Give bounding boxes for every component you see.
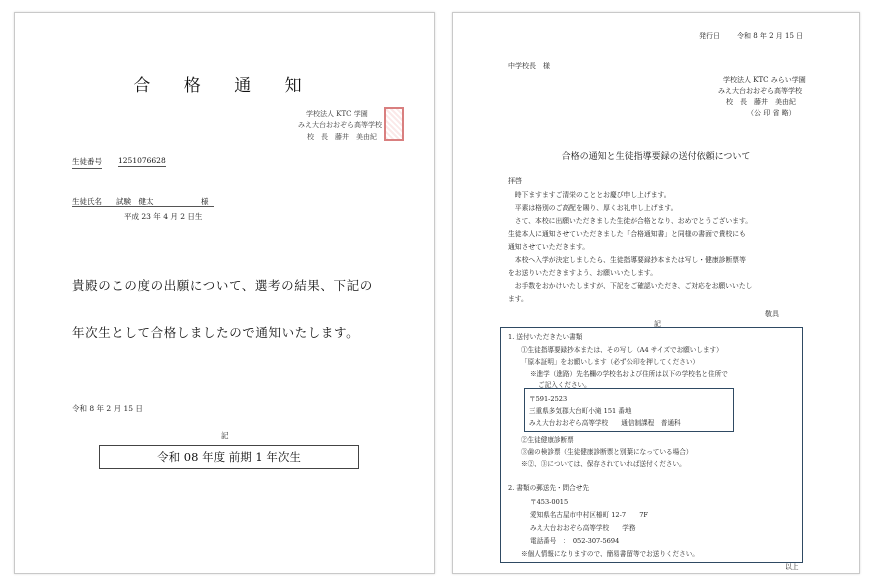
student-name-value: 試験 健太	[116, 197, 154, 206]
student-id-label: 生徒番号	[72, 156, 102, 169]
request-letter-page	[452, 12, 860, 574]
name-underline	[72, 206, 214, 207]
ki-label: 記	[221, 431, 229, 440]
school-seal-stamp	[384, 107, 404, 141]
section-2-line: 〒453-0015	[530, 498, 569, 506]
issue-date: 令和 8 年 2 月 15 日	[737, 32, 804, 40]
birth-date: 平成 23 年 4 月 2 日生	[124, 212, 203, 221]
notice-body-line-1: 貴殿のこの度の出願について、選考の結果、下記の	[72, 278, 373, 293]
section-1-line: ご記入ください。	[538, 381, 591, 389]
notice-date: 令和 8 年 2 月 15 日	[72, 404, 143, 413]
addressee: 中学校長 様	[508, 62, 550, 70]
letter-body-line: 本校へ入学が決定しましたら、生徒指導要録抄本または写し・健康診断票等	[508, 256, 746, 264]
letter-body-line: お手数をおかけいたしますが、下記をご確認いただき、ご対応をお願いいたし	[508, 282, 753, 290]
letter-body-line: ます。	[508, 295, 528, 303]
school-course: みえ大台おおぞら高等学校 通信制課程 普通科	[529, 419, 681, 427]
issue-date-label: 発行日	[699, 32, 720, 40]
section-1-line: ②生徒健康診断票	[521, 436, 574, 444]
ki-label: 記	[654, 320, 661, 328]
notice-title: 合 格 通 知	[133, 76, 316, 96]
letter-body-line: さて、本校に出願いただきました生徒が合格となり、おめでとうございます。	[508, 217, 753, 225]
student-id-value: 1251076628	[118, 156, 166, 165]
section-1-line: ※進学（進路）先名欄の学校名および住所は以下の学校名と住所で	[530, 370, 728, 378]
issuer-corporation: 学校法人 KTC 学園	[306, 110, 368, 118]
issuer-principal: 校 長 藤井 美由紀	[307, 133, 377, 141]
section-2-line: みえ大台おおぞら高等学校 学務	[530, 524, 636, 532]
postal-code: 〒591-2523	[529, 395, 568, 403]
issuer-corporation: 学校法人 KTC みらい学園	[723, 76, 806, 84]
letter-body-line: をお送りいただきますよう、お願いいたします。	[508, 269, 657, 277]
letter-body-line: 平素は格別のご高配を賜り、厚くお礼申し上げます。	[508, 204, 678, 212]
section-1-line: 「原本証明」をお願いします（必ず公印を押してください）	[521, 358, 700, 366]
letter-body-line: 生徒本人に通知させていただきました「合格通知書」と同様の書面で貴校にも	[508, 230, 746, 238]
issuer-school: みえ大台おおぞら高等学校	[718, 87, 802, 95]
section-2-line: 愛知県名古屋市中村区椿町 12-7 7F	[530, 511, 648, 519]
seal-omitted-note: （公 印 省 略）	[747, 109, 796, 117]
section-1-line: ①生徒指導要録抄本または、その写し（A4 サイズでお願いします）	[521, 346, 723, 354]
closing-ijo: 以上	[785, 563, 799, 571]
issuer-school: みえ大台おおぞら高等学校	[298, 121, 382, 129]
section-2-line: 電話番号 ： 052-307-5694	[530, 537, 620, 545]
section-2-title: 2. 書類の郵送先・問合せ先	[508, 484, 589, 492]
letter-body-line: 通知させていただきます。	[508, 243, 590, 251]
issuer-principal: 校 長 藤井 美由紀	[726, 98, 796, 106]
closing-keigu: 敬具	[765, 310, 779, 318]
school-address: 三重県多気郡大台町小滝 151 番地	[529, 407, 632, 415]
student-name-label: 生徒氏名	[72, 197, 102, 206]
salutation: 拝啓	[508, 177, 522, 185]
notice-body-line-2: 年次生として合格しましたので通知いたします。	[72, 325, 360, 340]
letter-body-line: 時下ますますご清栄のこととお慶び申し上げます。	[508, 191, 671, 199]
acceptance-notice-page	[14, 12, 435, 574]
enrollment-term-box: 令和 08 年度 前期 1 年次生	[99, 445, 359, 469]
section-1-line: ③歯の検診票（生徒健康診断票と別葉になっている場合）	[521, 448, 693, 456]
honorific-sama: 様	[201, 197, 209, 206]
letter-title: 合格の通知と生徒指導要録の送付依頼について	[561, 152, 751, 162]
section-1-line: ※②、③については、保存されていれば送付ください。	[521, 460, 686, 468]
section-2-line: ※個人情報になりますので、簡易書留等でお送りください。	[521, 550, 699, 558]
section-1-title: 1. 送付いただきたい書類	[508, 333, 583, 341]
